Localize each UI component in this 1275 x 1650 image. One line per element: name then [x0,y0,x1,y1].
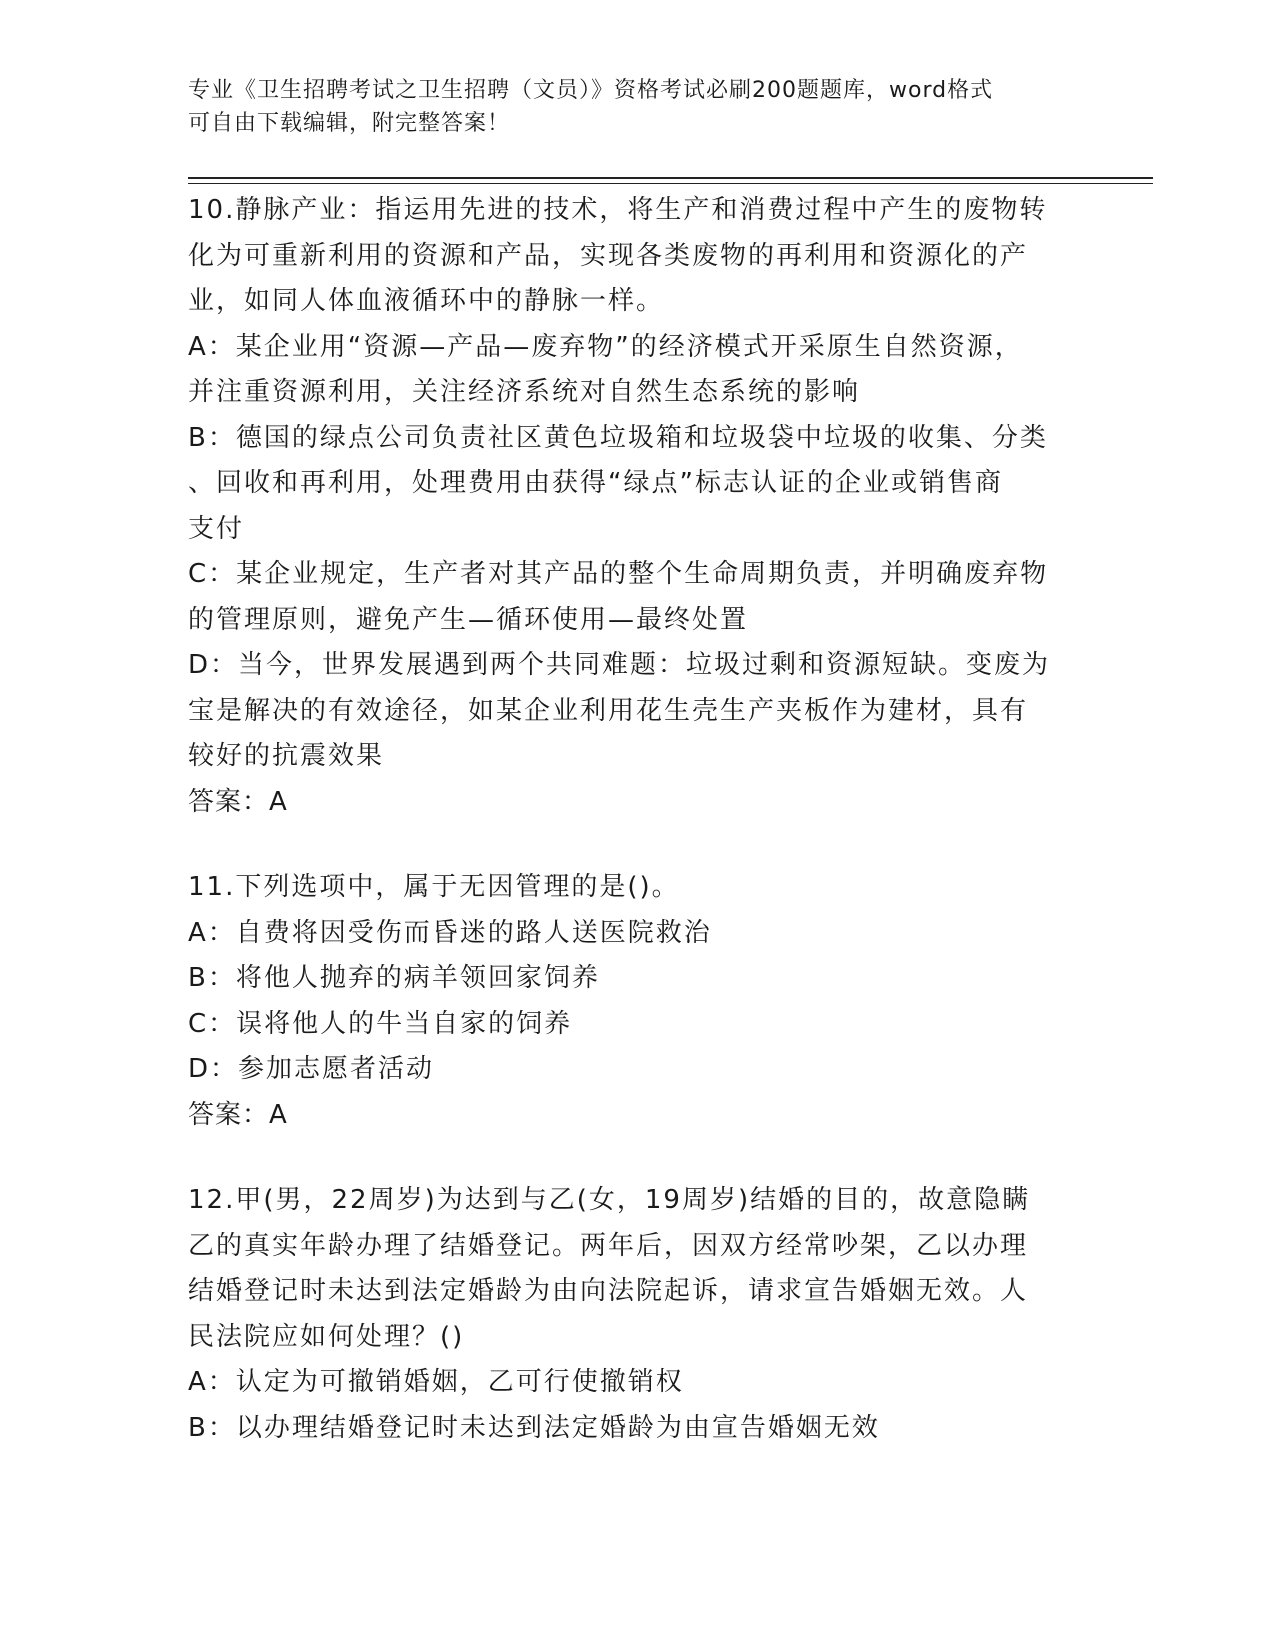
header-line-1: 专业《卫生招聘考试之卫生招聘（文员）》资格考试必刷200题题库，word格式 [188,78,994,103]
option-line: 宝是解决的有效途径，如某企业利用花生壳生产夹板作为建材，具有 [188,695,1029,726]
option-line: C：某企业规定，生产者对其产品的整个生命周期负责，并明确废弃物 [188,559,1049,589]
option-a [188,325,1068,416]
question-stem-line: 化为可重新利用的资源和产品，实现各类废物的再利用和资源化的产 [188,240,1029,271]
answer-label: 答案：A [188,786,288,817]
option-b: B：将他人抛弃的病羊领回家饲养 [188,963,600,993]
header-divider-thin [188,183,1153,184]
question-12 [188,1178,1068,1451]
option-b [188,416,1068,553]
question-stem-line: 12.甲(男，22周岁)为达到与乙(女，19周岁)结婚的目的，故意隐瞒 [188,1185,1031,1215]
option-line: D：当今，世界发展遇到两个共同难题：垃圾过剩和资源短缺。变废为 [188,650,1051,680]
question-11 [188,865,1068,1138]
question-stem-line: 业，如同人体血液循环中的静脉一样。 [188,286,665,316]
answer-label: 答案：A [188,1099,288,1130]
header-divider-thick [188,177,1153,179]
page-header [188,74,1068,140]
option-b: B：以办理结婚登记时未达到法定婚龄为由宣告婚姻无效 [188,1412,880,1443]
option-c: C：误将他人的牛当自家的饲养 [188,1008,573,1039]
option-d: D：参加志愿者活动 [188,1054,435,1084]
option-line: 的管理原则，避免产生—循环使用—最终处置 [188,604,749,635]
spacer [188,825,1068,865]
option-a: A：认定为可撤销婚姻，乙可行使撤销权 [188,1367,684,1397]
question-list [188,188,1068,1451]
question-stem-line: 乙的真实年龄办理了结婚登记。两年后，因双方经常吵架，乙以办理 [188,1230,1029,1261]
question-stem-line: 民法院应如何处理？() [188,1321,465,1352]
option-line: B：德国的绿点公司负责社区黄色垃圾箱和垃圾袋中垃圾的收集、分类 [188,422,1048,453]
header-line-2: 可自由下载编辑，附完整答案！ [188,111,511,136]
question-10 [188,188,1068,825]
option-c [188,552,1068,643]
question-stem-line: 11.下列选项中，属于无因管理的是()。 [188,872,680,902]
option-d [188,643,1068,780]
question-stem-line: 10.静脉产业：指运用先进的技术，将生产和消费过程中产生的废物转 [188,195,1048,225]
question-stem-line: 结婚登记时未达到法定婚龄为由向法院起诉，请求宣告婚姻无效。人 [188,1276,1029,1306]
option-line: 并注重资源利用，关注经济系统对自然生态系统的影响 [188,377,861,407]
option-line: 较好的抗震效果 [188,741,385,771]
spacer [188,1138,1068,1178]
option-line: A：某企业用“资源—产品—废弃物”的经济模式开采原生自然资源， [188,331,1023,362]
option-a: A：自费将因受伤而昏迷的路人送医院救治 [188,917,712,948]
option-line: 、回收和再利用，处理费用由获得“绿点”标志认证的企业或销售商 [188,468,1003,498]
option-line: 支付 [188,513,245,544]
